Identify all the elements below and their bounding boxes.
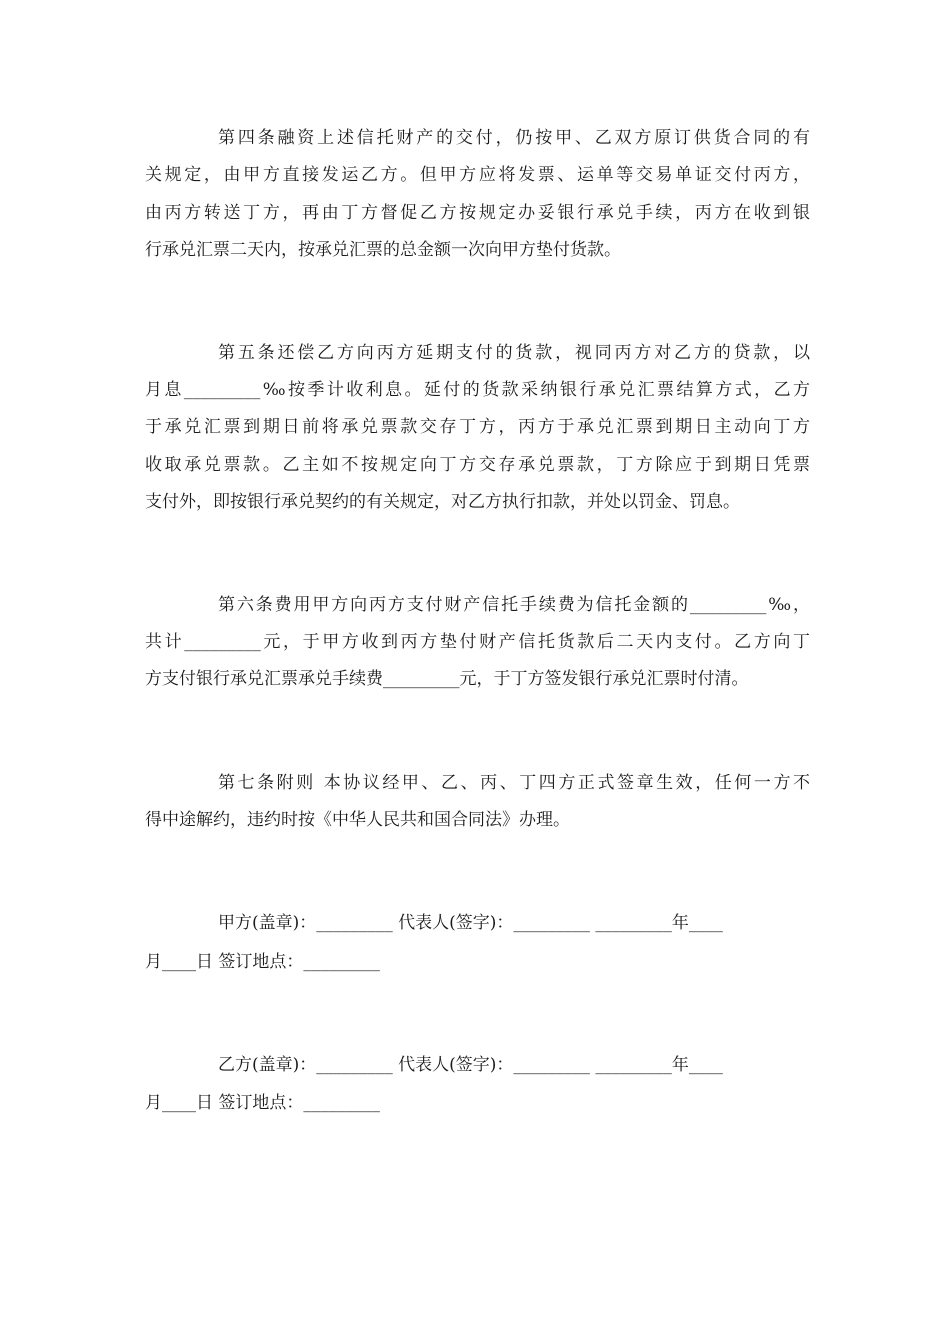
article4-line-4: 行承兑汇票二天内，按承兑汇票的总金额一次向甲方垫付货款。 [145, 240, 621, 260]
article4-line-1: 第四条融资上述信托财产的交付，仍按甲、乙双方原订供货合同的有 [218, 128, 810, 148]
article6-line-2: 共计_________元，于甲方收到丙方垫付财产信托货款后二天内支付。乙方向丁 [145, 632, 810, 652]
article5-line-3: 于承兑汇票到期日前将承兑票款交存丁方，丙方于承兑汇票到期日主动向丁方 [145, 417, 810, 437]
article6-line-3: 方支付银行承兑汇票承兑手续费_________元，于丁方签发银行承兑汇票时付清。 [145, 669, 749, 689]
article5-line-4: 收取承兑票款。乙主如不按规定向丁方交存承兑票款，丁方除应于到期日凭票 [145, 455, 810, 475]
party-b-signature-line-2: 月____日 签订地点：_________ [145, 1093, 380, 1113]
article7-line-1: 第七条附则 本协议经甲、乙、丙、丁四方正式签章生效，任何一方不 [218, 773, 810, 793]
party-a-signature-line-2: 月____日 签订地点：_________ [145, 952, 380, 972]
party-b-signature-line-1: 乙方(盖章)：_________ 代表人(签字)：_________ _________年____ [218, 1055, 723, 1075]
article5-line-5: 支付外，即按银行承兑契约的有关规定，对乙方执行扣款，并处以罚金、罚息。 [145, 492, 740, 512]
party-a-signature-line-1: 甲方(盖章)：_________ 代表人(签字)：_________ _________年____ [218, 913, 723, 933]
article5-line-1: 第五条还偿乙方向丙方延期支付的货款，视同丙方对乙方的贷款，以 [218, 343, 810, 363]
article6-line-1: 第六条费用甲方向丙方支付财产信托手续费为信托金额的_________‰， [218, 595, 810, 615]
article4-line-2: 关规定，由甲方直接发运乙方。但甲方应将发票、运单等交易单证交付丙方， [145, 165, 810, 185]
article4-line-3: 由丙方转送丁方，再由丁方督促乙方按规定办妥银行承兑手续，丙方在收到银 [145, 203, 810, 223]
article5-line-2: 月息_________‰按季计收利息。延付的货款采纳银行承兑汇票结算方式，乙方 [145, 380, 810, 400]
article7-line-2: 得中途解约，违约时按《中华人民共和国合同法》办理。 [145, 810, 570, 830]
